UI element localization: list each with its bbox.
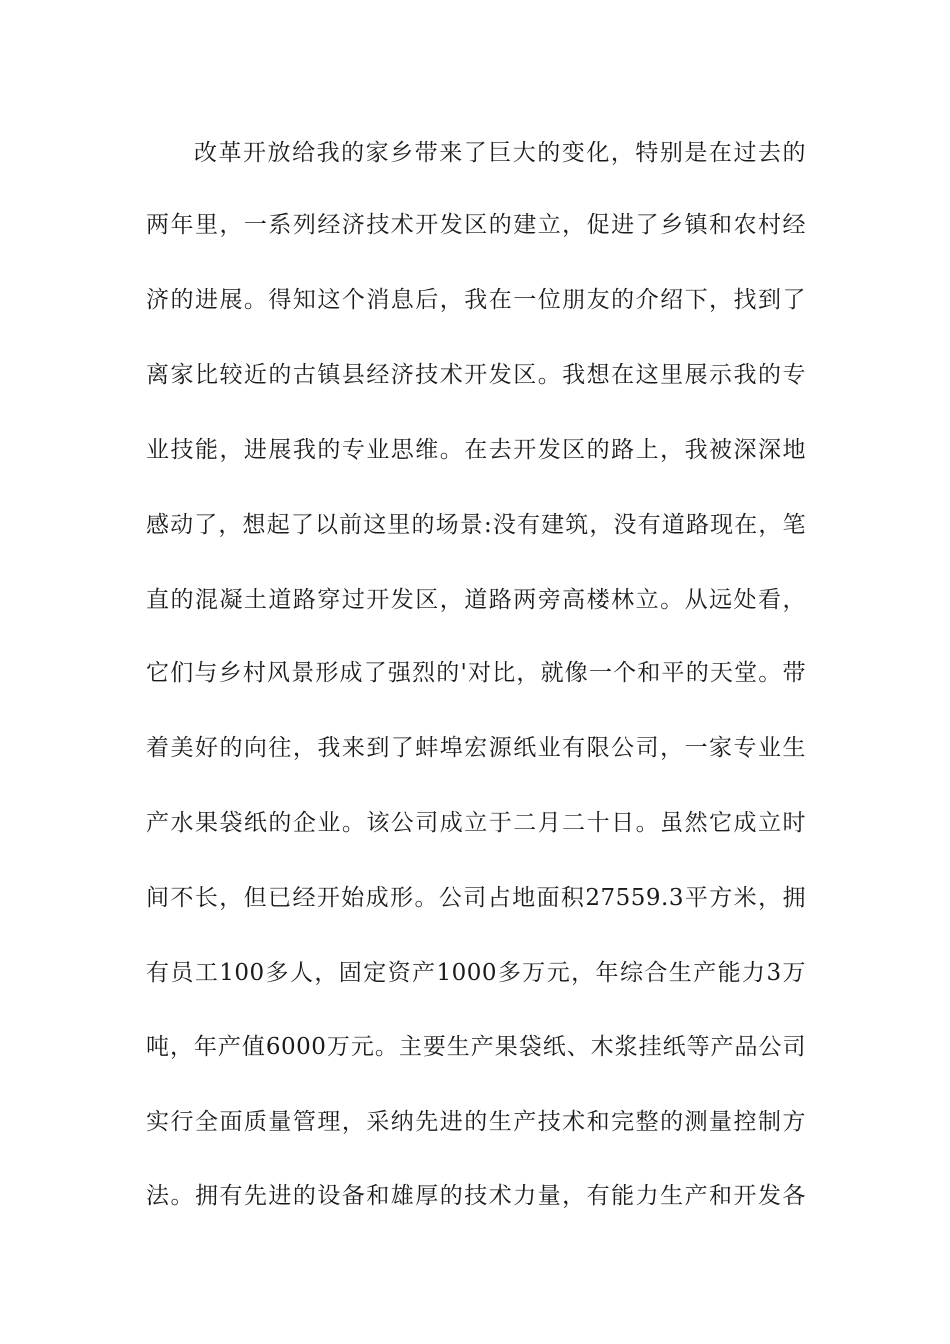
paragraph-line: 直的混凝土道路穿过开发区，道路两旁高楼林立。从远处看，	[146, 587, 806, 613]
paragraph-line: 间不长，但已经开始成形。公司占地面积27559.3平方米，拥	[146, 885, 806, 911]
paragraph-line: 吨，年产值6000万元。主要生产果袋纸、木浆挂纸等产品公司	[146, 1034, 806, 1060]
paragraph-line: 法。拥有先进的设备和雄厚的技术力量，有能力生产和开发各	[146, 1183, 806, 1209]
paragraph-line: 着美好的向往，我来到了蚌埠宏源纸业有限公司，一家专业生	[146, 735, 806, 761]
paragraph-line: 实行全面质量管理，采纳先进的生产技术和完整的测量控制方	[146, 1109, 806, 1135]
paragraph-line: 业技能，进展我的专业思维。在去开发区的路上，我被深深地	[146, 437, 806, 463]
paragraph-line: 产水果袋纸的企业。该公司成立于二月二十日。虽然它成立时	[146, 810, 806, 836]
paragraph-line: 有员工100多人，固定资产1000多万元，年综合生产能力3万	[146, 960, 806, 986]
paragraph-line: 感动了，想起了以前这里的场景:没有建筑，没有道路现在，笔	[146, 512, 806, 538]
paragraph-line: 两年里，一系列经济技术开发区的建立，促进了乡镇和农村经	[146, 212, 806, 238]
paragraph-line: 它们与乡村风景形成了强烈的'对比，就像一个和平的天堂。带	[146, 660, 806, 686]
paragraph-line: 济的进展。得知这个消息后，我在一位朋友的介绍下，找到了	[146, 287, 806, 313]
paragraph-line: 改革开放给我的家乡带来了巨大的变化，特别是在过去的	[194, 140, 806, 166]
paragraph-line: 离家比较近的古镇县经济技术开发区。我想在这里展示我的专	[146, 362, 806, 388]
